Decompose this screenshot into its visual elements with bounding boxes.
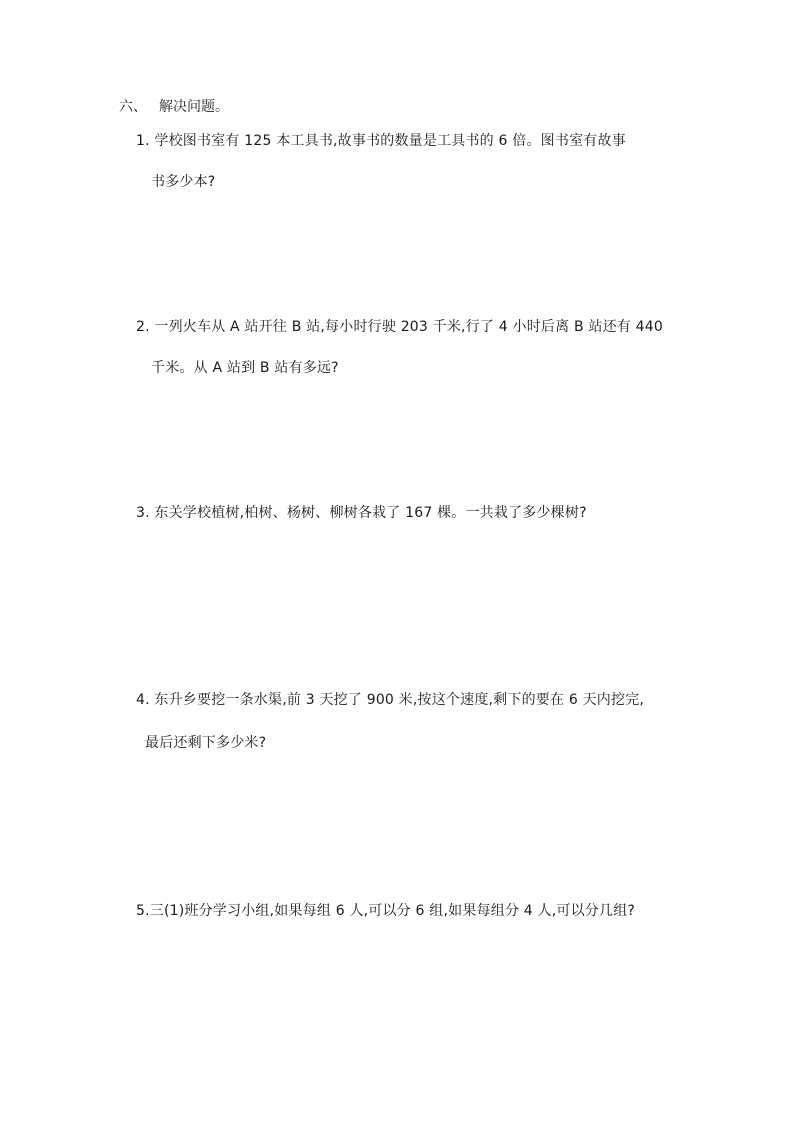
question-4-line-1: 4. 东升乡要挖一条水渠,前 3 天挖了 900 米,按这个速度,剩下的要在 6 天内挖完, — [136, 692, 645, 708]
question-2-line-2: 千米。从 A 站到 B 站有多远? — [151, 360, 339, 376]
question-2-line-1: 2. 一列火车从 A 站开往 B 站,每小时行驶 203 千米,行了 4 小时后离 B 站还有 440 — [136, 319, 663, 335]
question-4-line-2: 最后还剩下多少米? — [145, 735, 267, 751]
question-1-line-2: 书多少本? — [151, 174, 216, 190]
section-title: 解决问题。 — [159, 99, 229, 115]
question-3-line-1: 3. 东关学校植树,柏树、杨树、柳树各栽了 167 棵。一共栽了多少棵树? — [136, 505, 587, 521]
question-5-line-1: 5.三(1)班分学习小组,如果每组 6 人,可以分 6 组,如果每组分 4 人,可以分几组? — [136, 903, 636, 919]
question-1-line-1: 1. 学校图书室有 125 本工具书,故事书的数量是工具书的 6 倍。图书室有故事 — [136, 133, 626, 149]
section-number: 六、 — [119, 99, 147, 115]
